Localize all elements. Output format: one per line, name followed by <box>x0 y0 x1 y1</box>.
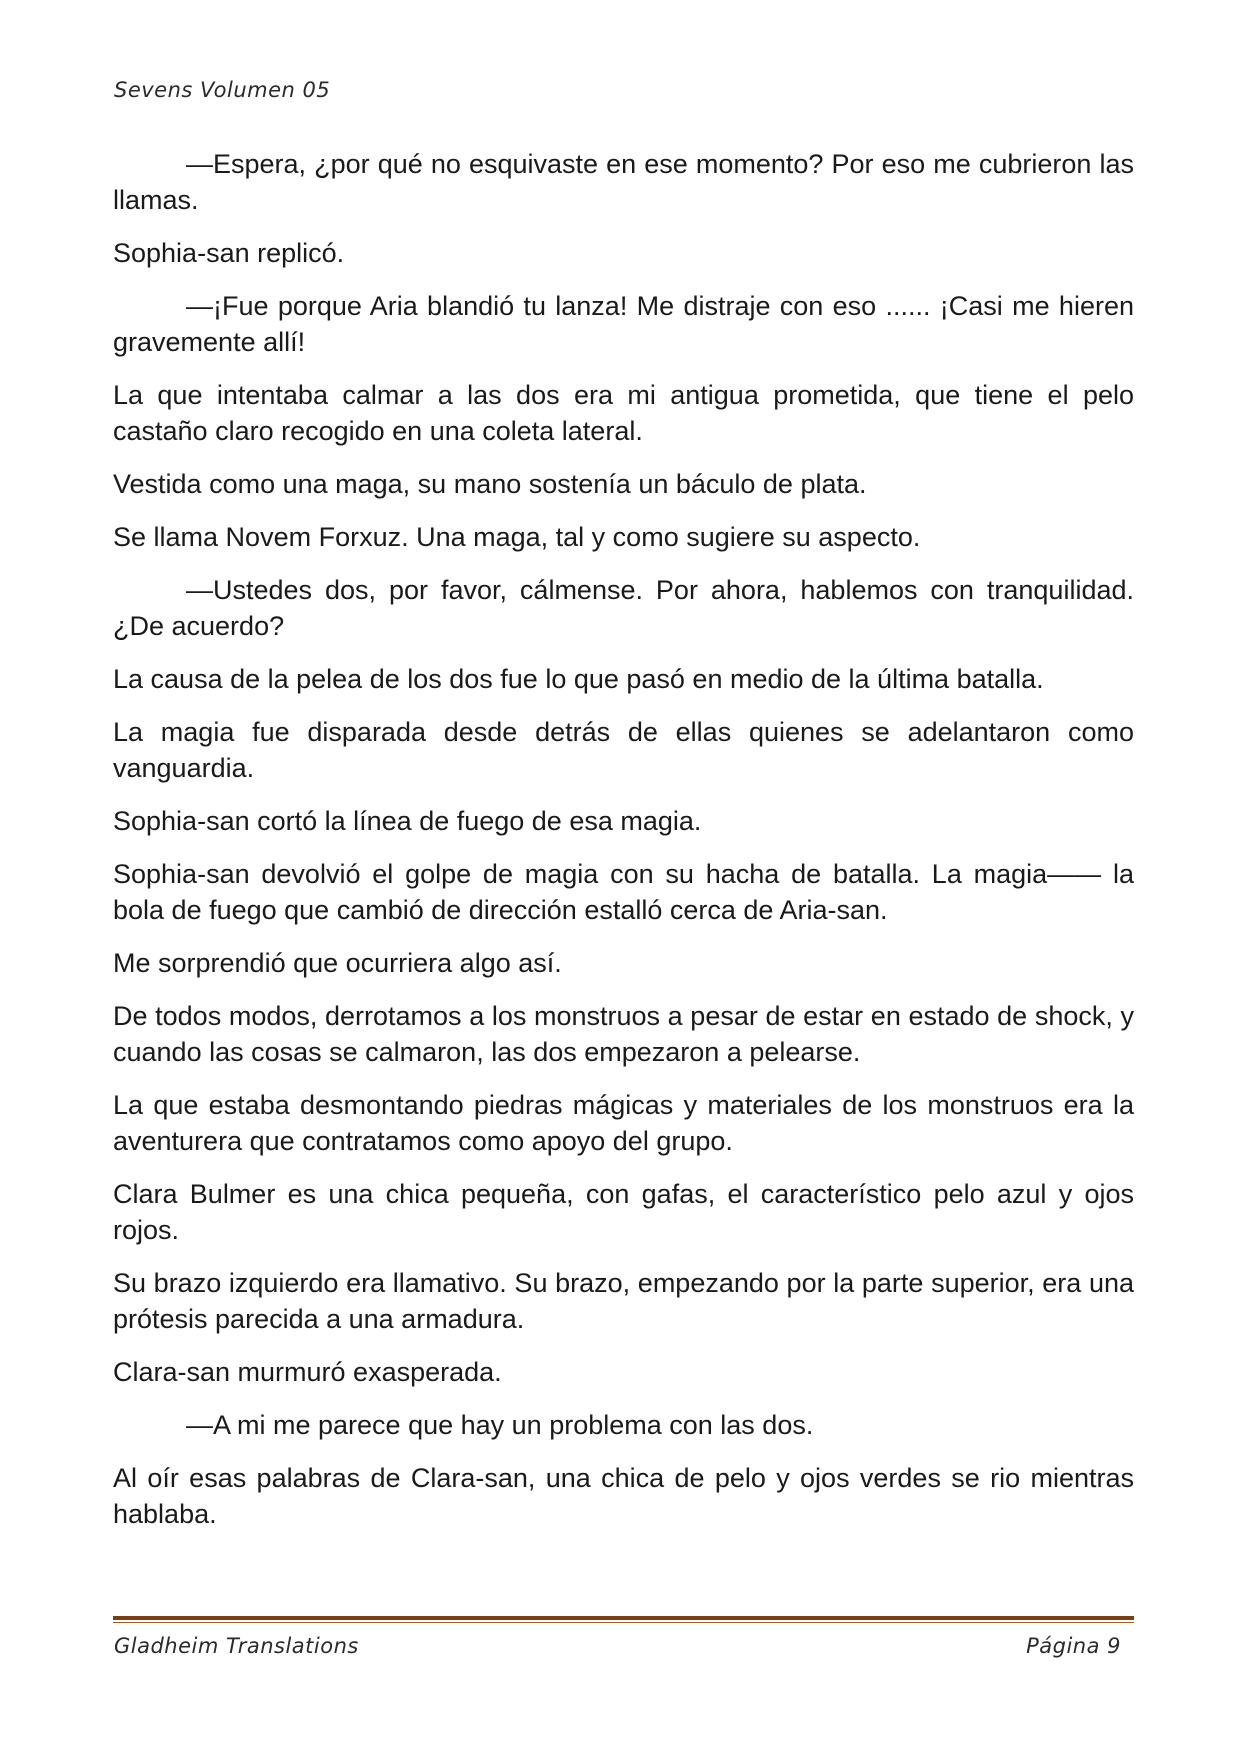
dialogue-paragraph: —¡Fue porque Aria blandió tu lanza! Me distraje con eso ...... ¡Casi me hieren gravemente allí! <box>113 291 1134 357</box>
dialogue-paragraph: —Espera, ¿por qué no esquivaste en ese momento? Por eso me cubrieron las llamas. <box>113 149 1134 215</box>
narration-paragraph: Sophia-san cortó la línea de fuego de esa magia. <box>113 806 702 836</box>
body-text <box>113 146 1134 1549</box>
narration-paragraph: Clara-san murmuró exasperada. <box>113 1357 502 1387</box>
narration-paragraph: La magia fue disparada desde detrás de ellas quienes se adelantaron como vanguardia. <box>113 717 1134 783</box>
narration-paragraph: La que estaba desmontando piedras mágicas y materiales de los monstruos era la aventurera que contratamos como apoyo del grupo. <box>113 1090 1134 1156</box>
footer-divider-thick <box>113 1616 1134 1620</box>
narration-paragraph: De todos modos, derrotamos a los monstruos a pesar de estar en estado de shock, y cuando las cosas se calmaron, las dos empezaron a pelearse. <box>113 1001 1134 1067</box>
footer-divider <box>113 1616 1134 1624</box>
running-header: Sevens Volumen 05 <box>114 78 331 102</box>
narration-paragraph: La causa de la pelea de los dos fue lo que pasó en medio de la última batalla. <box>113 664 1044 694</box>
narration-paragraph: Su brazo izquierdo era llamativo. Su brazo, empezando por la parte superior, era una prótesis parecida a una armadura. <box>113 1268 1134 1334</box>
narration-paragraph: Sophia-san replicó. <box>113 238 345 268</box>
narration-paragraph: Clara Bulmer es una chica pequeña, con gafas, el característico pelo azul y ojos rojos. <box>113 1179 1134 1245</box>
dialogue-paragraph: —A mi me parece que hay un problema con las dos. <box>186 1410 814 1440</box>
dialogue-paragraph: —Ustedes dos, por favor, cálmense. Por ahora, hablemos con tranquilidad. ¿De acuerdo? <box>113 575 1134 641</box>
narration-paragraph: Me sorprendió que ocurriera algo así. <box>113 948 562 978</box>
footer-divider-thin <box>113 1622 1134 1623</box>
narration-paragraph: Sophia-san devolvió el golpe de magia con su hacha de batalla. La magia—— la bola de fuego que cambió de dirección estalló cerca de Aria-san. <box>113 859 1134 925</box>
narration-paragraph: Se llama Novem Forxuz. Una maga, tal y como sugiere su aspecto. <box>113 522 921 552</box>
narration-paragraph: Al oír esas palabras de Clara-san, una chica de pelo y ojos verdes se rio mientras hablaba. <box>113 1463 1134 1529</box>
footer-publisher: Gladheim Translations <box>114 1634 359 1658</box>
narration-paragraph: Vestida como una maga, su mano sostenía un báculo de plata. <box>113 469 867 499</box>
narration-paragraph: La que intentaba calmar a las dos era mi antigua prometida, que tiene el pelo castaño claro recogido en una coleta lateral. <box>113 380 1134 446</box>
page-number: Página 9 <box>1026 1634 1121 1658</box>
